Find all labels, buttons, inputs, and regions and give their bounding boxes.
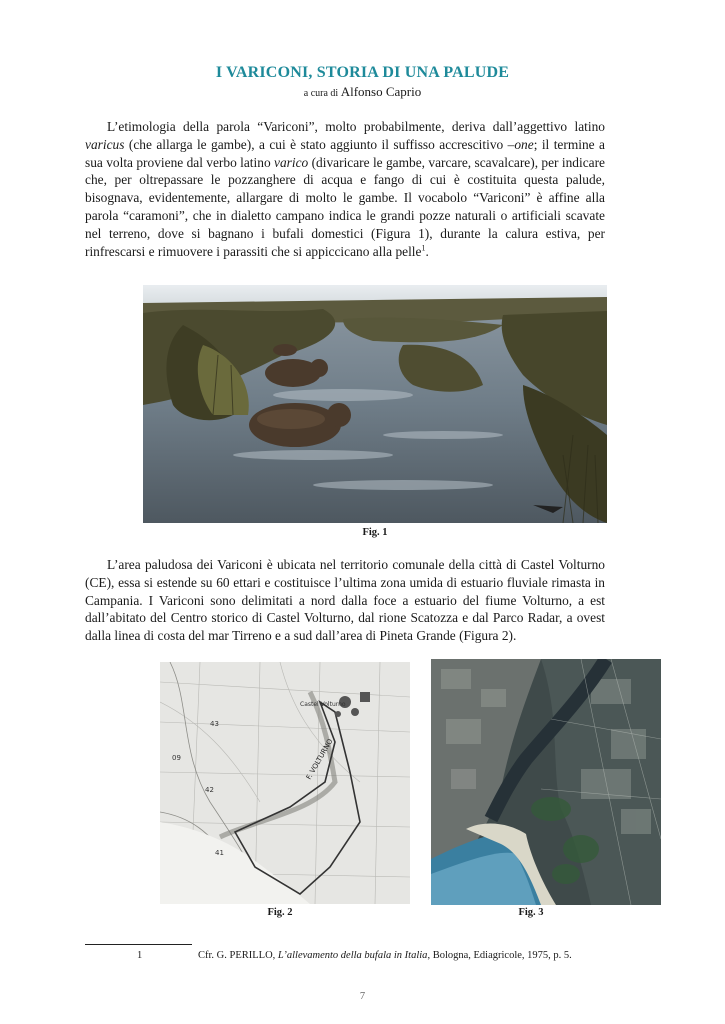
text-run: . [425, 243, 429, 259]
book-title: L’allevamento della bufala in Italia [277, 950, 428, 961]
marsh-photo-image [143, 285, 607, 523]
byline-prefix: a cura di [303, 88, 339, 99]
figure-2-caption: Fig. 2 [267, 907, 293, 918]
article-title: I VARICONI, STORIA DI UNA PALUDE [215, 64, 510, 81]
author-name: Alfonso Caprio [340, 84, 422, 99]
map-grid-label: 09 [172, 754, 181, 762]
text-run: (che allarga le gambe), a cui è stato aggiunto il suffisso accrescitivo – [124, 136, 515, 152]
italic-term: one [514, 136, 534, 152]
map-grid-label: 42 [205, 786, 214, 794]
text-run: (divaricare le gambe, varcare, scavalcare), per indicare che, per oltrepassare le pozzanghere di acqua e fango di cui è costituita questa palude, bisognava, evidentemente, allargare di molto le gambe. Il vocabolo “Variconi” è affine alla parola “caramoni”, che in dialetto campano indica le grandi pozze naturali o artificiali scavate nel terreno, dove si bagnano i bufali domestici (Figura 1), durante la calura estiva, per rinfrescarsi e rimuovere i parassiti che si appiccicano alla pelle [85, 154, 605, 259]
footnote-text [198, 950, 572, 961]
paragraph-etymology [85, 118, 605, 260]
text-run: Cfr. G. PERILLO, [198, 950, 278, 961]
footnote-separator [85, 944, 192, 945]
topographic-map-image [160, 662, 410, 904]
map-river-label: F. VOLTURNO [304, 737, 335, 781]
footnote-reference[interactable]: 1 [421, 243, 426, 253]
satellite-image [431, 659, 661, 905]
italic-term: varico [274, 154, 309, 170]
text-run: ; il termine a sua volta proviene dal verbo latino [85, 136, 605, 170]
page-number: 7 [359, 991, 366, 1002]
map-grid-label: 43 [210, 720, 219, 728]
text-run: L’etimologia della parola “Variconi”, molto probabilmente, deriva dall’aggettivo latino [107, 119, 605, 134]
figure-3-satellite [431, 659, 661, 905]
footnote-number: 1 [137, 950, 143, 961]
location-text: L’area paludosa dei Variconi è ubicata nel territorio comunale della città di Castel Volturno (CE), essa si estende su 60 ettari e costituisce l’ultima zona umida di estuario fluviale rimasta in Campania. I Variconi sono delimitati a nord dalla foce a estuario del fiume Volturno, a est dall’abitato del Centro storico di Castel Volturno, dal rione Scatozza e dal Parco Radar, a ovest dalla linea di costa del mar Tirreno e a sud dall’area di Pineta Grande (Figura 2). [85, 557, 605, 644]
italic-term: varicus [85, 136, 125, 152]
byline [0, 84, 725, 100]
map-town-label: Castel Volturno [300, 701, 346, 708]
paragraph-location [85, 556, 605, 645]
text-run: , Bologna, Ediagricole, 1975, p. 5. [427, 950, 572, 961]
figure-3-caption: Fig. 3 [518, 907, 544, 918]
map-grid-label: 41 [215, 849, 224, 857]
figure-1-caption: Fig. 1 [362, 527, 388, 538]
figure-1-marsh-photo [143, 285, 607, 523]
figure-2-map [160, 662, 410, 904]
